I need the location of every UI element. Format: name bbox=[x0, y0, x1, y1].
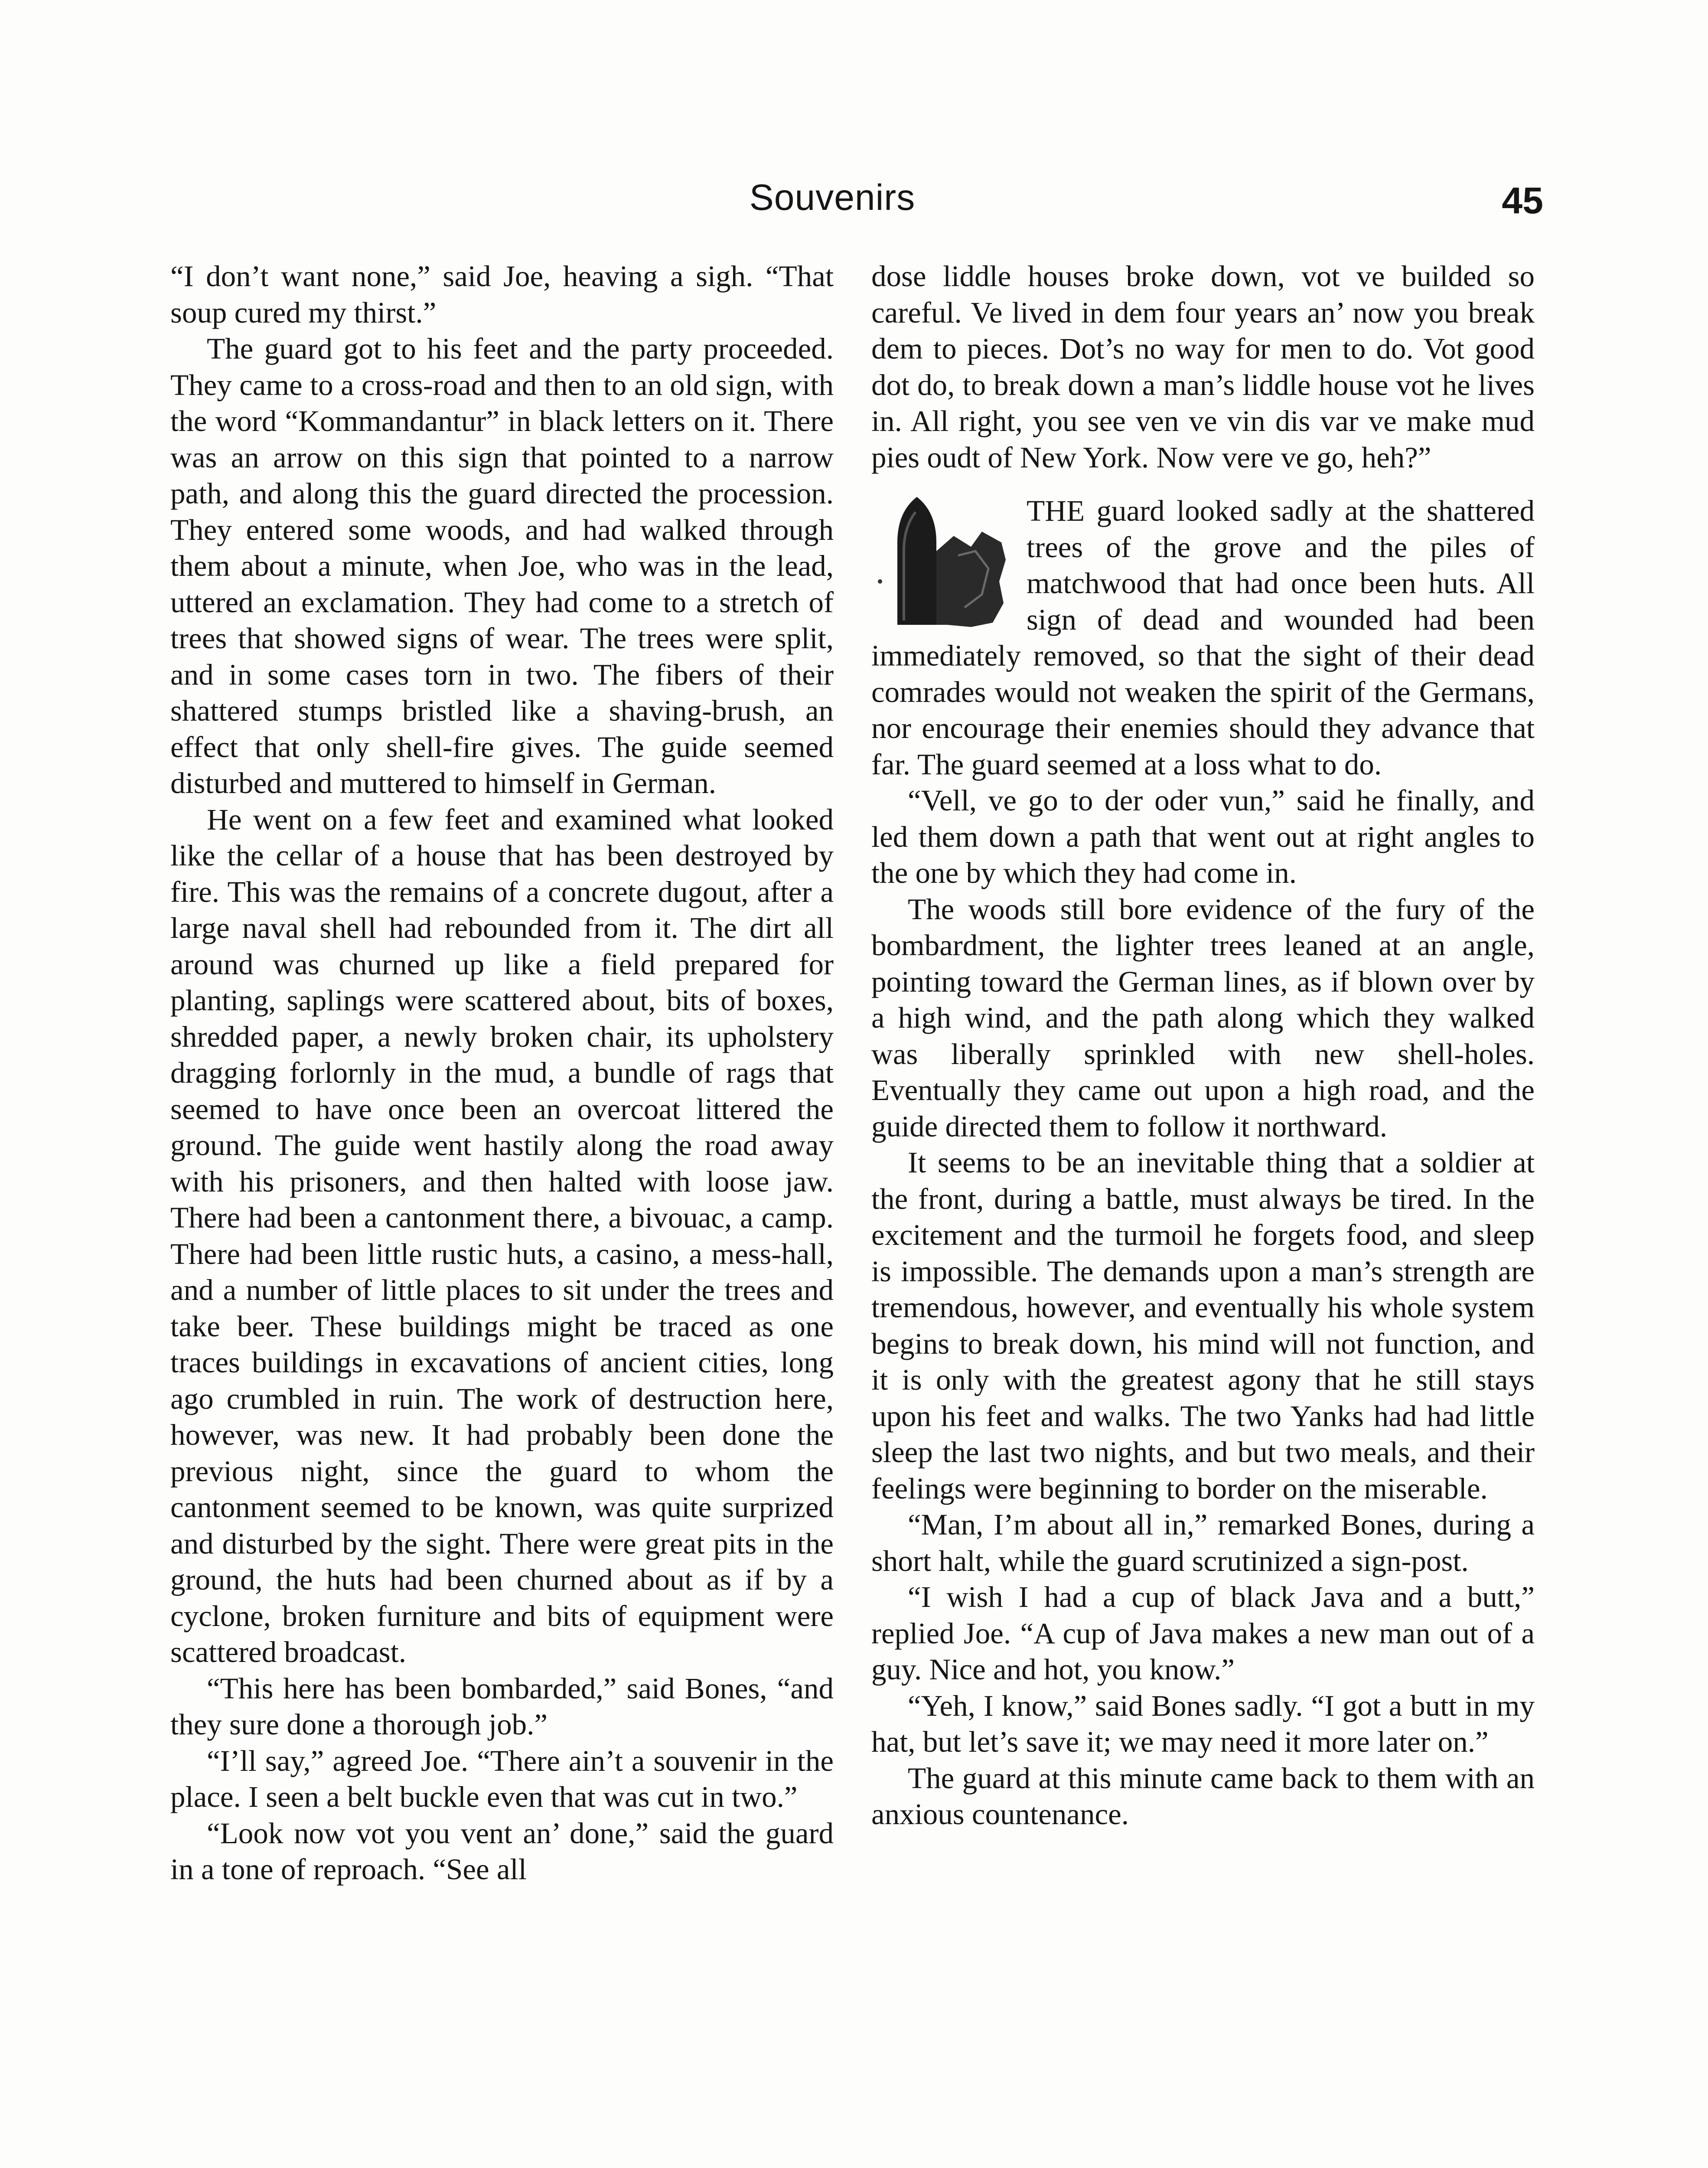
paragraph: “Vell, ve go to der oder vun,” said he finally, and led them down a path that went out at right angles to the one by which they had come in. bbox=[871, 784, 1535, 889]
paragraph: The guard at this minute came back to them with an anxious countenance. bbox=[871, 1761, 1535, 1831]
running-head bbox=[0, 176, 1708, 223]
section-gap bbox=[871, 476, 1535, 493]
right-column bbox=[871, 258, 1535, 2168]
paragraph: “Look now vot you vent an’ done,” said the guard in a tone of reproach. “See all bbox=[170, 1816, 834, 1886]
paragraph: He went on a few feet and examined what looked like the cellar of a house that has been destroyed by fire. This was the remains of a concrete dugout, after a large naval shell had rebounded from it. The dirt all around was churned up like a field prepared for planting, saplings were scattered about, bits of boxes, shredded paper, a newly broken chair, its upholstery dragging forlornly in the mud, a bundle of rags that seemed to have once been an overcoat littered the ground. The guide went hastily along the road away with his prisoners, and then halted with loose jaw. There had been a cantonment there, a bivouac, a camp. There had been little rustic huts, a casino, a mess-hall, and a number of little places to sit under the trees and take beer. These buildings might be traced as one traces buildings in excavations of ancient cities, long ago crumbled in ruin. The work of destruction here, however, was new. It had probably been done the previous night, since the guard to whom the cantonment seemed to be known, was quite surprized and disturbed by the sight. There were great pits in the ground, the huts had been churned about as if by a cyclone, broken furniture and bits of equipment were scattered broadcast. bbox=[170, 803, 834, 1668]
paragraph: “I’ll say,” agreed Joe. “There ain’t a souvenir in the place. I seen a belt buckle even that was cut in two.” bbox=[170, 1744, 834, 1813]
drop-image-paragraph bbox=[871, 493, 1535, 783]
paragraph: “Yeh, I know,” said Bones sadly. “I got a butt in my hat, but let’s save it; we may need it more later on.” bbox=[871, 1689, 1535, 1758]
paragraph: The guard got to his feet and the party proceeded. They came to a cross-road and then to an old sign, with the word “Kommandantur” in black letters on it. There was an arrow on this sign that pointed to a narrow path, and along this the guard directed the procession. They entered some woods, and had walked through them about a minute, when Joe, who was in the lead, uttered an exclamation. They had come to a stretch of trees that showed signs of wear. The trees were split, and in some cases torn in two. The fibers of their shattered stumps bristled like a shaving-brush, an effect that only shell-fire gives. The guide seemed disturbed and muttered to himself in German. bbox=[170, 332, 834, 800]
paragraph: “Man, I’m about all in,” remarked Bones, during a short halt, while the guard scrutinized a sign-post. bbox=[871, 1508, 1535, 1577]
page-title: Souvenirs bbox=[749, 177, 916, 218]
drop-paragraph-text: THE guard looked sadly at the shattered trees of the grove and the piles of matchwood that had once been huts. All sign of dead and wounded had been immediately removed, so that the sight of their dead comrades would not weaken the spirit of the Germans, nor encourage their enemies should they advance that far. The guard seemed at a loss what to do. bbox=[871, 494, 1535, 781]
paragraph: “This here has been bombarded,” said Bones, “and they sure done a thorough job.” bbox=[170, 1672, 834, 1741]
shell-fragment-icon bbox=[871, 495, 1014, 633]
page-number: 45 bbox=[1502, 180, 1543, 222]
paragraph-continuation: dose liddle houses broke down, vot ve builded so careful. Ve lived in dem four years an’ now you break dem to pieces. Dot’s no way for men to do. Vot good dot do, to break down a man’s liddle house vot he lives in. All right, you see ven ve vin dis var ve make mud pies oudt of New York. Now vere ve go, heh?” bbox=[871, 260, 1535, 474]
paragraph: “I wish I had a cup of black Java and a butt,” replied Joe. “A cup of Java makes a new man out of a guy. Nice and hot, you know.” bbox=[871, 1580, 1535, 1686]
left-column bbox=[170, 258, 834, 2168]
paragraph: The woods still bore evidence of the fury of the bombardment, the lighter trees leaned at an angle, pointing toward the German lines, as if blown over by a high wind, and the path along which they walked was liberally sprinkled with new shell-holes. Eventually they came out upon a high road, and the guide directed them to follow it northward. bbox=[871, 892, 1535, 1143]
paragraph: “I don’t want none,” said Joe, heaving a sigh. “That soup cured my thirst.” bbox=[170, 260, 834, 329]
paragraph: It seems to be an inevitable thing that a soldier at the front, during a battle, must always be tired. In the excitement and the turmoil he forgets food, and sleep is impossible. The demands upon a man’s strength are tremendous, however, and eventually his whole system begins to break down, his mind will not function, and it is only with the greatest agony that he still stays upon his feet and walks. The two Yanks had had little sleep the last two nights, and but two meals, and their feelings were beginning to border on the miserable. bbox=[871, 1146, 1535, 1505]
